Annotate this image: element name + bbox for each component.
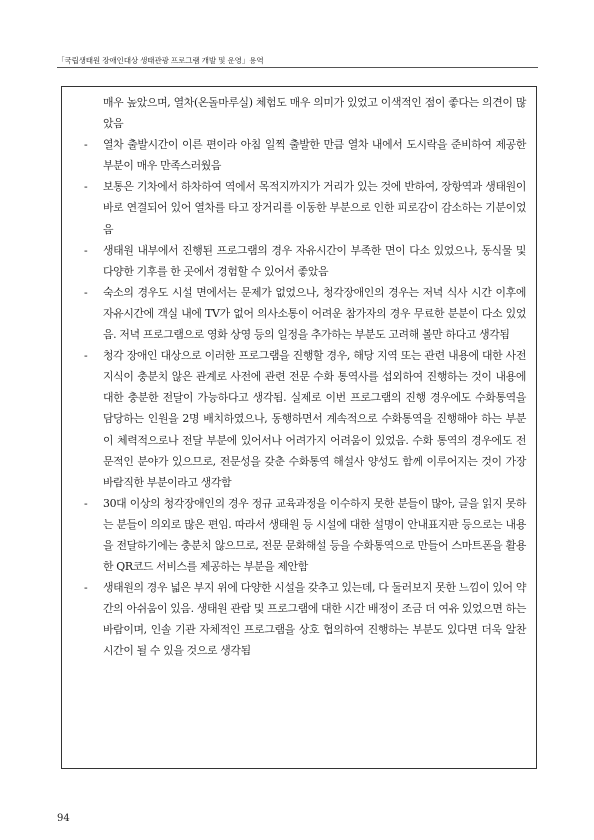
list-item xyxy=(84,345,526,493)
list-dash: - xyxy=(84,581,88,595)
list-item xyxy=(84,493,526,577)
list-dash: - xyxy=(84,285,88,299)
list-dash: - xyxy=(84,180,88,194)
list-dash: - xyxy=(84,496,88,510)
intro-paragraph: 매우 높았으며, 열차(온돌마루실) 체험도 매우 의미가 있었고 이색적인 점이 좋다는 의견이 많았음 xyxy=(103,96,526,131)
list-item xyxy=(84,134,526,176)
list-item-text: 열차 출발시간이 이른 편이라 아침 일찍 출발한 만큼 열차 내에서 도시락을 준비하여 제공한 부분이 매우 만족스러웠음 xyxy=(103,138,526,173)
list-dash: - xyxy=(84,138,88,152)
list-dash: - xyxy=(84,349,88,363)
list-item xyxy=(84,176,526,239)
list-item xyxy=(84,577,526,661)
page-number: 94 xyxy=(57,813,70,824)
running-header: 「국립생태원 장애인대상 생태관광 프로그램 개발 및 운영」용역 xyxy=(57,56,264,65)
list-item xyxy=(84,282,526,345)
list-dash: - xyxy=(84,243,88,257)
list-item-text: 30대 이상의 청각장애인의 경우 정규 교육과정을 이수하지 못한 분들이 많아, 글을 읽지 못하는 분들이 의외로 많은 편임. 따라서 생태원 등 시설에 대한 설명이 안내표지판 등으로는 내용을 전달하기에는 충분치 않으므로, 전문 문화해설 등을 수화통역으로 만들어 스마트폰을 활용한 QR코드 서비스를 제공하는 부분을 제안함 xyxy=(103,496,526,574)
list-item-text: 보통은 기차에서 하차하여 역에서 목적지까지가 거리가 있는 것에 반하여, 장항역과 생태원이 바로 연결되어 있어 열차를 타고 장거리를 이동한 부분으로 인한 피로감이 감소하는 기분이었음 xyxy=(103,180,526,236)
list-item-text: 생태원의 경우 넓은 부지 위에 다양한 시설을 갖추고 있는데, 다 둘러보지 못한 느낌이 있어 약간의 아쉬움이 있음. 생태원 관람 및 프로그램에 대한 시간 배정이 조금 더 여유 있었으면 하는 바람이며, 인솔 기관 자체적인 프로그램을 상호 협의하여 진행하는 부분도 있다면 더욱 알찬 시간이 될 수 있을 것으로 생각됨 xyxy=(103,581,526,658)
header-rule xyxy=(57,67,538,68)
list-item-text: 숙소의 경우도 시설 면에서는 문제가 없었으나, 청각장애인의 경우는 저녁 식사 시간 이후에 자유시간에 객실 내에 TV가 없어 의사소통이 어려운 참가자의 경우 무료한 분분이 다소 있었음. 저녁 프로그램으로 영화 상영 등의 일정을 추가하는 부분도 고려해 볼만 하다고 생각됨 xyxy=(103,285,526,342)
list-item-text: 생태원 내부에서 진행된 프로그램의 경우 자유시간이 부족한 면이 다소 있었으나, 동식물 및 다양한 기후를 한 곳에서 경험할 수 있어서 좋았음 xyxy=(103,243,526,278)
list-item-text: 청각 장애인 대상으로 이러한 프로그램을 진행할 경우, 해당 지역 또는 관련 내용에 대한 사전 지식이 충분치 않은 관계로 사전에 관련 전문 수화 통역사를 섭외하여 진행하는 것이 내용에 대한 충분한 전달이 가능하다고 생각됨. 실제로 이번 프로그램의 진행 경우에도 수화통역을 담당하는 인원을 2명 배치하였으나, 동행하면서 계속적으로 수화통역을 진행해야 하는 부분이 체력적으로나 전달 부분에 있어서나 어려가지 어려움이 있었음. 수화 통역의 경우에도 전문적인 분야가 있으므로, 전문성을 갖춘 수화통역 해설사 양성도 함께 이루어지는 것이 가장 바람직한 부분이라고 생각함 xyxy=(103,349,526,489)
survey-feedback-text xyxy=(84,92,526,662)
list-item xyxy=(84,240,526,282)
